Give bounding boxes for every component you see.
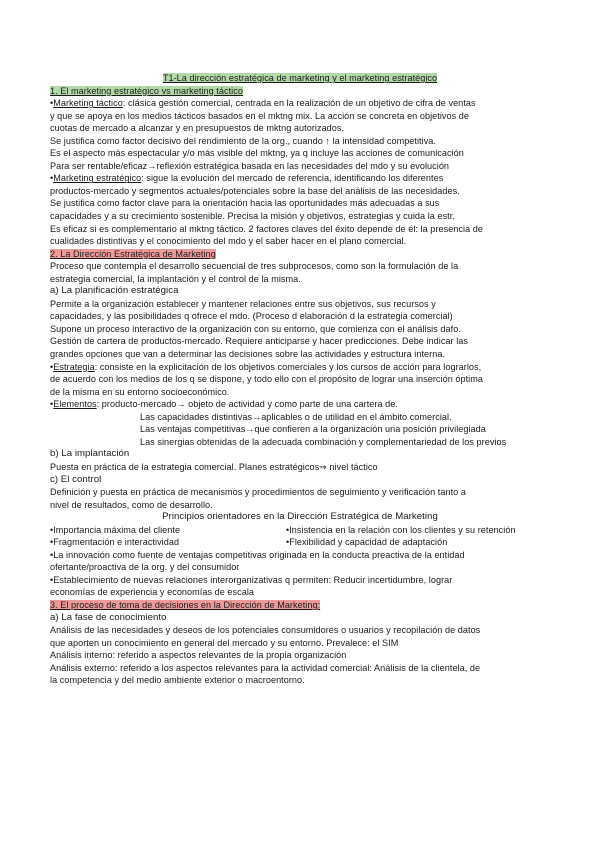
principio-item: •Importancia máxima del cliente	[50, 524, 181, 535]
text-line: Análisis de las necesidades y deseos de los potenciales consumidores o usuarios y recopilación de datos	[50, 625, 481, 636]
principio-item: •Flexibilidad y capacidad de adaptación	[286, 537, 448, 548]
text-line: •Establecimiento de nuevas relaciones interorganizativas q permiten: Reducir incertidumbre, lograr	[50, 574, 453, 585]
text-line: cualidades distintivas y el conocimiento del mdo y el saber hacer en el plano comercial.	[50, 236, 407, 247]
text-line: Definición y puesta en práctica de mecanismos y procedimientos de seguimiento y verificación tanto a	[50, 487, 466, 498]
text-line: Análisis externo: referido a los aspectos relevantes para la actividad comercial: Análisis de la clientela, de	[50, 662, 481, 673]
principio-item: •Fragmentación e interactividad	[50, 537, 180, 548]
marketing-estrategico-line: •Marketing estratégico: sigue la evolución del mercado de referencia, identificando los diferentes	[50, 173, 444, 184]
section-2-heading: 2. La Dirección Estratégica de Marketing	[50, 248, 216, 259]
conocimiento-heading: a) La fase de conocimiento	[50, 611, 167, 623]
text-line: economías de experiencia y economías de escala	[50, 587, 254, 598]
text-line: Se justifica como factor clave para la orientación hacia las oportunidades más adecuadas a sus	[50, 198, 440, 209]
principios-row	[50, 524, 550, 537]
text-line: productos-mercado y segmentos actuales/potenciales sobre la base del análisis de las necesidades.	[50, 185, 460, 196]
elementos-item: Las capacidades distintivas→aplicables o de utilidad en el ámbito comercial.	[140, 411, 452, 422]
text-line: de acuerdo con los medios de los q se dispone, y todo ello con el propósito de lograr una inserción óptima	[50, 374, 483, 385]
section-1-heading: 1. El marketing estratégico vs marketing táctico	[50, 85, 243, 96]
elementos-line: •Elementos: producto-mercado→ objeto de actividad y como parte de una cartera de.	[50, 399, 398, 410]
text-line: Es el aspecto más espectacular y/o más visible del mktng, ya q incluye las acciones de comunicación	[50, 148, 464, 159]
text-line: Supone un proceso interactivo de la organización con su entorno, que comienza con el análisis dafo.	[50, 323, 461, 334]
text-line: ofertante/proactiva de la org. y del consumidor	[50, 562, 240, 573]
elementos-term: Elementos	[53, 399, 97, 410]
principios-row	[50, 536, 550, 549]
text-line: grandes opciones que van a determinar las decisiones sobre las actividades y estructura interna.	[50, 349, 446, 360]
document-page	[50, 72, 550, 687]
text-line: capacidades, y las posibilidades q ofrece el mdo. (Proceso d elaboración d la estrategia comercial)	[50, 311, 453, 322]
text-line: Se justifica como factor decisivo del rendimiento de la org., cuando ↑ la intensidad competitiva.	[50, 135, 436, 146]
text-line: Es eficaz si es complementario al mktng táctico. 2 factores claves del éxito depende de él: la presencia de	[50, 223, 483, 234]
text-line: Análisis interno: referido a aspectos relevantes de la propia organización	[50, 650, 347, 661]
marketing-tactico-line: •Marketing táctico: clásica gestión comercial, centrada en la realización de un objetivo de cifra de ventas	[50, 98, 476, 109]
elementos-item: Las sinergias obtenidas de la adecuada combinación y complementariedad de los previos	[140, 436, 507, 447]
text-line: Para ser rentable/eficaz→reflexión estratégica basada en las necesidades del mdo y su evolución	[50, 160, 450, 171]
text-line: Permite a la organización establecer y mantener relaciones entre sus objetivos, sus recursos y	[50, 298, 436, 309]
estrategia-term: Estrategia	[53, 361, 95, 372]
principios-heading: Principios orientadores en la Dirección Estratégica de Marketing	[162, 511, 438, 523]
elementos-item: Las ventajas competitivas→que confieren a la organización una posición privilegiada	[140, 424, 486, 435]
text-line: •La innovación como fuente de ventajas competitivas originada en la conducta preactiva de la entidad	[50, 549, 465, 560]
text-line: Proceso que contempla el desarrollo secuencial de tres subprocesos, como son la formulación de la	[50, 261, 459, 272]
text-line: cuotas de mercado a alcanzar y en presupuestos de mktng autorizados.	[50, 123, 345, 134]
text-line: estrategia comercial, la implantación y el control de la misma.	[50, 273, 301, 284]
text-line: nivel de resultados, como de desarrollo.	[50, 499, 213, 510]
text-line: la competencia y del medio ambiente exterior o macroentorno.	[50, 675, 305, 686]
document-title: T1-La dirección estratégica de marketing y el marketing estratégico	[162, 73, 438, 83]
principio-item: •Insistencia en la relación con los clientes y su retención	[286, 524, 516, 535]
text-line: Puesta en práctica de la estrategia comercial. Planes estratégicos⇒ nivel táctico	[50, 461, 378, 472]
marketing-estrategico-term: Marketing estratégico	[53, 173, 142, 184]
marketing-tactico-term: Marketing táctico	[53, 98, 123, 109]
text-line: Gestión de cartera de productos-mercado. Requiere anticiparse y hacer predicciones. Debe indicar las	[50, 336, 468, 347]
section-3-heading: 3. El proceso de toma de decisiones en la Dirección de Marketing:	[50, 599, 321, 610]
text-line: y que se apoya en los medios tácticos basados en el mktng mix. La acción se concreta en objetivos de	[50, 110, 469, 121]
text-line: que aporten un conocimiento en general del mercado y su entorno. Prevalece: el SIM	[50, 637, 399, 648]
estrategia-line: •Estrategia: consiste en la explicitación de los objetivos comerciales y los cursos de acción para lograrlos,	[50, 361, 482, 372]
text-line: capacidades y a su crecimiento sostenible. Precisa la misión y objetivos, estrategias y cuida la estr.	[50, 211, 455, 222]
implantacion-heading: b) La implantación	[50, 448, 130, 460]
text-line: de la misma en su entorno socioeconómico.	[50, 386, 230, 397]
planificacion-heading: a) La planificación estratégica	[50, 285, 179, 297]
control-heading: c) El control	[50, 473, 102, 485]
